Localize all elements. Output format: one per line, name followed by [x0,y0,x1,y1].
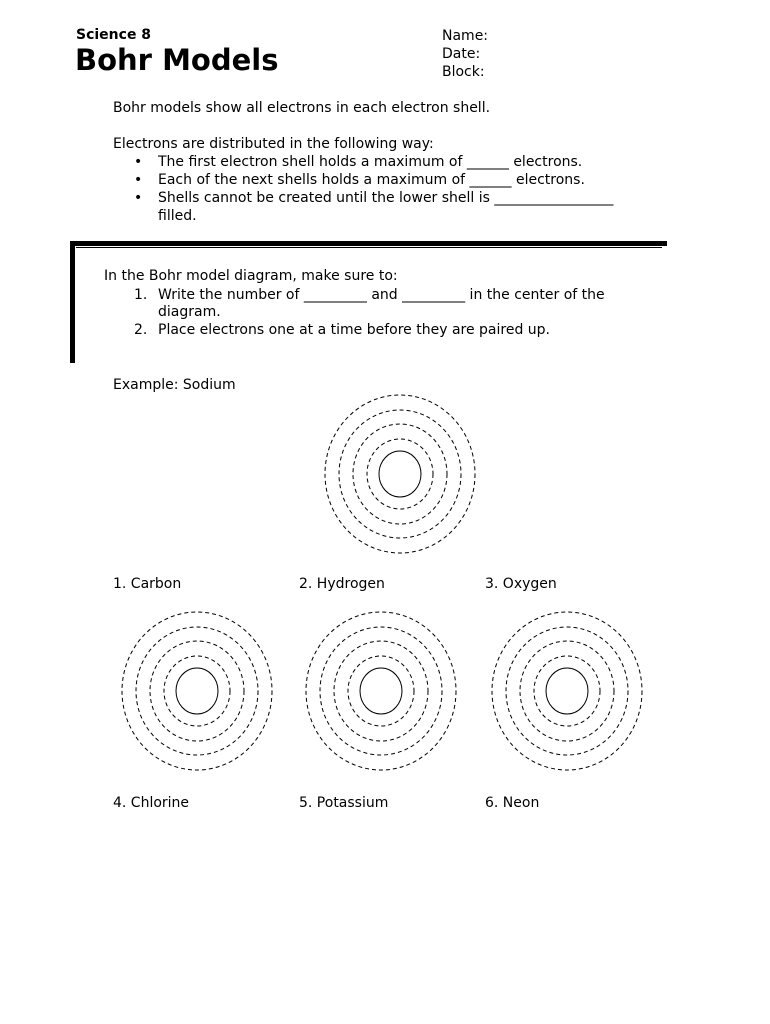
exercise-label-carbon: 1. Carbon [113,576,182,592]
bohr-diagram-blank [117,608,277,774]
instruction-2-number: 2. [134,322,148,338]
bullet-dot: • [134,172,143,188]
name-label: Name: [442,28,489,44]
bullet-dot: • [134,190,143,206]
date-label: Date: [442,46,481,62]
page-title: Bohr Models [75,43,279,77]
block-label: Block: [442,64,485,80]
exercise-label-chlorine: 4. Chlorine [113,795,190,811]
bullet-dot: • [134,154,143,170]
intro-line-1: Bohr models show all electrons in each electron shell. [113,100,491,116]
bullet-item-3-cont: filled. [158,208,197,224]
instruction-1-number: 1. [134,287,148,303]
bohr-diagram-blank [487,608,647,774]
bullet-item-2: Each of the next shells holds a maximum of ______ electrons. [158,172,585,188]
exercise-label-neon: 6. Neon [485,795,540,811]
box-divider [76,247,662,248]
instructions-heading: In the Bohr model diagram, make sure to: [104,268,398,284]
instruction-2-text: Place electrons one at a time before they are paired up. [158,322,551,338]
intro-line-2: Electrons are distributed in the following way: [113,136,434,152]
exercise-label-hydrogen: 2. Hydrogen [299,576,385,592]
instruction-1-text: Write the number of _________ and _________ in the center of the [158,287,605,303]
exercise-label-potassium: 5. Potassium [299,795,389,811]
example-label: Example: Sodium [113,377,236,393]
bohr-diagram-sodium [320,391,480,557]
exercise-label-oxygen: 3. Oxygen [485,576,557,592]
bullet-item-3: Shells cannot be created until the lower shell is _________________ [158,190,614,206]
bohr-diagram-blank [301,608,461,774]
instruction-1-text-cont: diagram. [158,304,221,320]
subject-label: Science 8 [76,27,152,43]
bullet-item-1: The first electron shell holds a maximum of ______ electrons. [158,154,583,170]
